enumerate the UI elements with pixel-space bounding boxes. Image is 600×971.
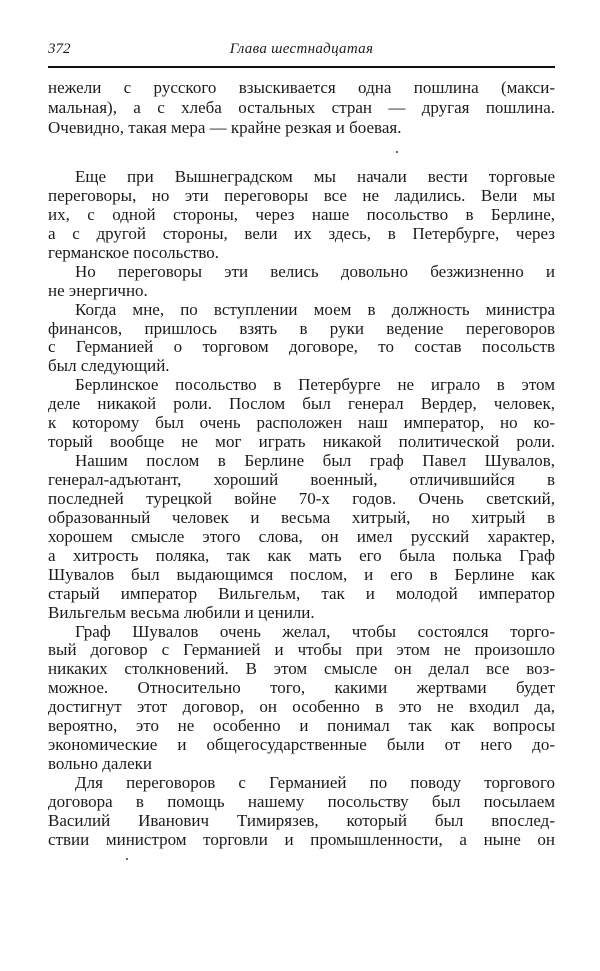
text-line: вый договор с Германией и чтобы при этом не произошло — [48, 640, 555, 660]
text-line: Нашим послом в Берлине был граф Павел Шувалов, — [75, 451, 555, 471]
text-line: образованный человек и весьма хитрый, но хитрый в — [48, 507, 555, 527]
text-line: Берлинское посольство в Петербурге не играло в этом — [75, 375, 555, 395]
text-line: Шувалов был выдающимся послом, и его в Берлине как — [48, 564, 555, 584]
text-line: Но переговоры эти велись довольно безжизненно и — [75, 261, 555, 281]
text-line: нежели с русского взыскивается одна пошлина (макси- — [48, 78, 555, 97]
page-number: 372 — [48, 41, 71, 57]
text-line: генерал-адъютант, хороший военный, отличившийся в — [48, 470, 555, 489]
text-line: Для переговоров с Германией по поводу торгового — [75, 773, 555, 792]
text-line: договора в помощь нашему посольству был посылаем — [48, 791, 555, 811]
print-speck — [126, 858, 128, 860]
text-line: а с другой стороны, вели их здесь, в Петербурге, через — [48, 223, 555, 243]
text-line: Вильгельм весьма любили и ценили. — [48, 602, 315, 622]
text-line: Еще при Вышнеградском мы начали вести торговые — [75, 167, 555, 186]
body-text — [48, 168, 555, 850]
text-line: был следующий. — [48, 356, 170, 376]
text-line: никаких столкновений. В этом смысле он делал все воз- — [48, 659, 555, 679]
print-speck — [396, 151, 398, 153]
text-line: Когда мне, по вступлении моем в должность министра — [75, 299, 555, 319]
text-line: а хитрость поляка, так как мать его была полька Граф — [48, 545, 555, 565]
text-line: торый вообще не мог играть никакой политической роли. — [48, 432, 555, 452]
text-line: достигнут этот договор, он особенно в это не входил да, — [48, 697, 555, 717]
text-line: ствии министром торговли и промышленности, а ныне он — [48, 829, 555, 849]
text-line: последней турецкой войне 70-х годов. Очень светский, — [48, 488, 555, 508]
header-rule — [48, 66, 555, 68]
text-line: к которому был очень расположен наш император, но ко- — [48, 413, 555, 433]
text-line: старый император Вильгельм, так и молодой император — [48, 583, 555, 603]
text-line: германское посольство. — [48, 242, 219, 262]
text-line: экономические и общегосударственные были от него до- — [48, 735, 555, 755]
text-line: можное. Относительно того, какими жертвами будет — [48, 678, 555, 698]
chapter-title: Глава шестнадцатая — [229, 41, 374, 57]
text-line: с Германией о торговом договоре, то состав посольств — [48, 337, 555, 357]
continued-paragraph — [48, 78, 555, 138]
text-line: не энергично. — [48, 280, 148, 300]
text-line: финансов, пришлось взять в руки ведение переговоров — [48, 318, 555, 338]
text-line: деле никакой роли. Послом был генерал Вердер, человек, — [48, 394, 555, 414]
text-line: вольно далеки — [48, 754, 153, 774]
text-line: хорошем смысле этого слова, он имел русский характер, — [48, 526, 555, 546]
text-line: вероятно, это не особенно и понимал так как вопросы — [48, 716, 555, 736]
text-line: Василий Иванович Тимирязев, который был впослед- — [48, 810, 555, 830]
running-header — [48, 41, 555, 61]
text-line: их, с одной стороны, через наше посольство в Берлине, — [48, 204, 555, 224]
text-line: переговоры, но эти переговоры все не ладились. Вели мы — [48, 185, 555, 205]
text-line: Граф Шувалов очень желал, чтобы состоялся торго- — [75, 621, 555, 641]
text-line: мальная), а с хлеба остальных стран — другая пошлина. — [48, 98, 555, 117]
text-line: Очевидно, такая мера — крайне резкая и боевая. — [48, 118, 402, 137]
